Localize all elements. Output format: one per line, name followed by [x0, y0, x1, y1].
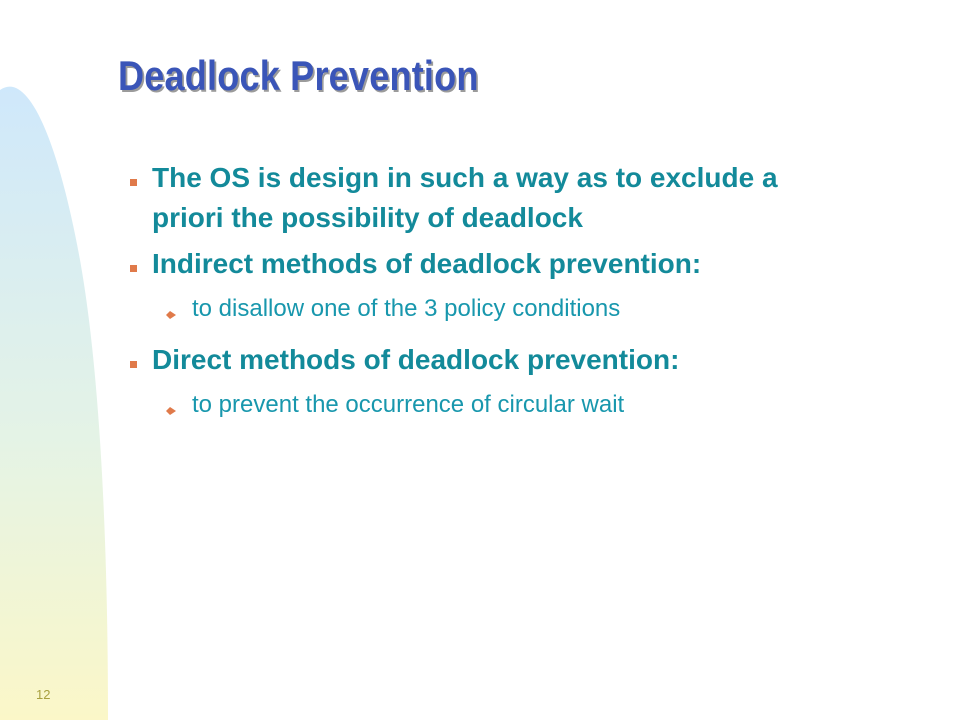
- sub-bullet-item: [130, 292, 850, 326]
- bullet-text: Indirect methods of deadlock prevention:: [152, 248, 702, 279]
- page-number: 12: [36, 687, 51, 702]
- bullet-item: [130, 158, 850, 238]
- bullet-text: Direct methods of deadlock prevention:: [152, 344, 680, 375]
- diamond-arrow-bullet-icon: [166, 311, 176, 319]
- slide-title: Deadlock Prevention: [118, 52, 479, 99]
- sub-bullet-text: to disallow one of the 3 policy conditions: [192, 295, 621, 322]
- diamond-arrow-bullet-icon: [166, 407, 176, 415]
- bullet-item: [130, 340, 850, 380]
- bullet-text: The OS is design in such a way as to exclude a priori the possibility of deadlock: [152, 162, 778, 233]
- square-bullet-icon: [130, 361, 137, 368]
- square-bullet-icon: [130, 179, 137, 186]
- sub-bullet-text: to prevent the occurrence of circular wait: [192, 391, 625, 418]
- bullet-list: [130, 158, 850, 422]
- bullet-item: [130, 244, 850, 284]
- sub-bullet-item: [130, 388, 850, 422]
- side-gradient-decoration: [0, 0, 120, 720]
- square-bullet-icon: [130, 265, 137, 272]
